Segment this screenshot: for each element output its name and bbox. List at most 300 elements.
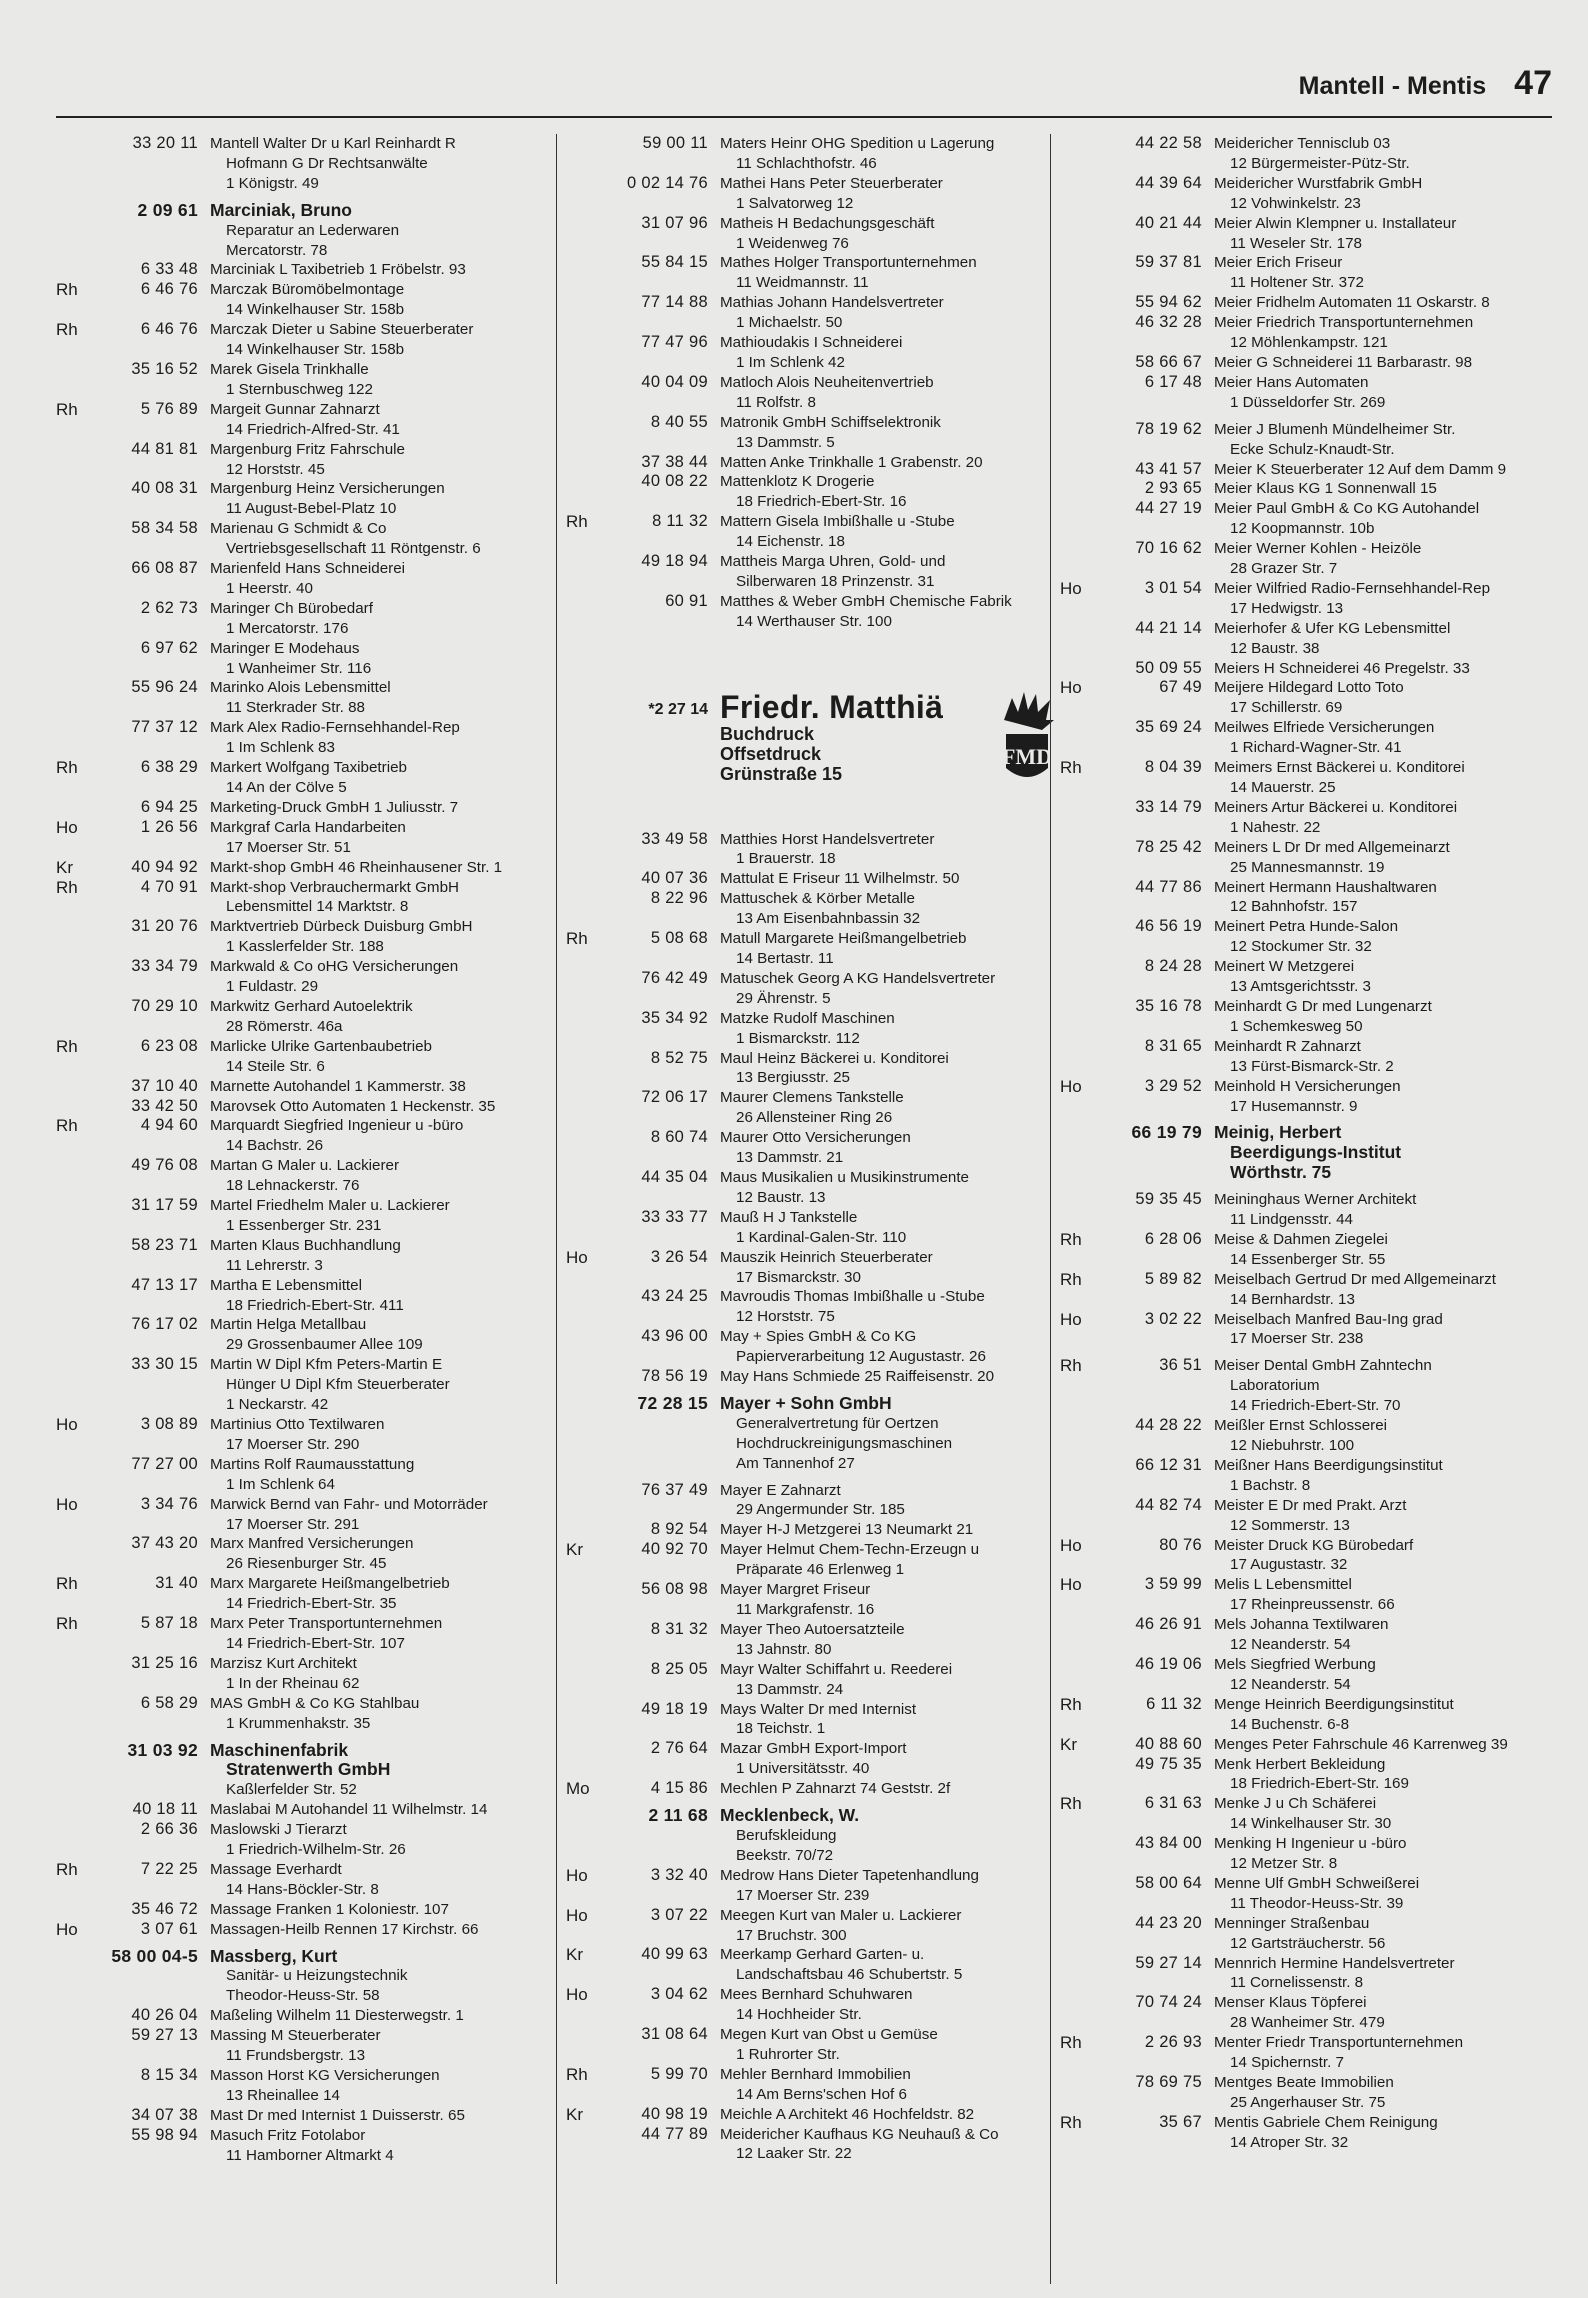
entry-name: Mayer Margret Friseur: [720, 1581, 871, 1599]
directory-entry: [56, 1196, 546, 1236]
directory-entry: [1060, 1834, 1550, 1874]
entry-name: Marktvertrieb Dürbeck Duisburg GmbH: [210, 918, 473, 936]
phone-number: 43 96 00: [641, 1327, 708, 1346]
phone-number: 36 51: [1159, 1356, 1202, 1375]
district-prefix: [1060, 1123, 1098, 1183]
directory-entry: [56, 639, 546, 679]
directory-entry: [56, 440, 546, 480]
directory-entry: [56, 559, 546, 599]
entry-detail: Wörthstr. 75: [1230, 1162, 1332, 1183]
entry-detail: 13 Rheinallee 14: [226, 2086, 340, 2104]
directory-entry: [56, 878, 546, 918]
entry-text: [1214, 293, 1550, 313]
phone-number: 31 25 16: [131, 1653, 198, 1672]
directory-entry: [1060, 1874, 1550, 1914]
district-prefix: [566, 413, 604, 453]
entry-detail: 14 Winkelhauser Str. 158b: [226, 301, 405, 319]
district-prefix: [1060, 1615, 1098, 1655]
directory-entry: [566, 1620, 1056, 1660]
directory-entry: [56, 320, 546, 360]
entry-name: Maslowski J Tierarzt: [210, 1821, 347, 1839]
entry-text: [1214, 460, 1550, 480]
entry-detail: 14 Am Berns'schen Hof 6: [736, 2085, 907, 2103]
entry-name: Mark Alex Radio-Fernsehhandel-Rep: [210, 719, 460, 737]
entry-text: [720, 1660, 1056, 1700]
entry-name: Maurer Clemens Tankstelle: [720, 1089, 904, 1107]
directory-entry: [1060, 134, 1550, 174]
phone-number: 58 00 64: [1135, 1873, 1202, 1892]
entry-detail: 11 Hamborner Altmarkt 4: [226, 2146, 394, 2164]
entry-text: [720, 830, 1056, 870]
district-prefix: Ho: [1060, 1535, 1082, 1555]
phone-number: 33 33 77: [641, 1207, 708, 1226]
district-prefix: [56, 201, 94, 261]
phone-number: 55 84 15: [641, 253, 708, 272]
district-prefix: [56, 2106, 94, 2126]
phone-number: 40 08 31: [131, 479, 198, 498]
district-prefix: [56, 1534, 94, 1574]
entry-text: [210, 1455, 546, 1495]
district-prefix: Rh: [56, 280, 78, 300]
phone-number: 8 24 28: [1144, 957, 1202, 976]
district-prefix: Mo: [566, 1779, 590, 1799]
phone-number: 78 25 42: [1135, 837, 1202, 856]
entry-detail: 1 Essenberger Str. 231: [226, 1216, 382, 1234]
phone-number: 2 93 65: [1144, 479, 1202, 498]
entry-name: Massing M Steuerberater: [210, 2027, 381, 2045]
entry-text: [1214, 1037, 1550, 1077]
entry-name: Mees Bernhard Schuhwaren: [720, 1986, 913, 2004]
district-prefix: [56, 1097, 94, 1117]
entry-detail: 14 Friedrich-Alfred-Str. 41: [226, 420, 400, 438]
phone-number: 8 22 96: [650, 889, 708, 908]
directory-entry: [56, 1276, 546, 1316]
entry-text: [1214, 214, 1550, 254]
display-ad: [566, 690, 1056, 792]
entry-name: Maul Heinz Bäckerei u. Konditorei: [720, 1049, 949, 1067]
page-title: Mantell - Mentis: [1298, 72, 1487, 100]
entry-detail: 14 Essenberger Str. 55: [1230, 1250, 1386, 1268]
entry-name: Mattern Gisela Imbißhalle u -Stube: [720, 513, 955, 531]
directory-entry-highlighted: [566, 1806, 1056, 1866]
entry-name: Meidericher Tennisclub 03: [1214, 135, 1391, 152]
entry-detail: 25 Mannesmannstr. 19: [1230, 858, 1385, 876]
entry-text: [720, 1208, 1056, 1248]
entry-text: [210, 1614, 546, 1654]
district-prefix: [1060, 798, 1098, 838]
directory-entry: [566, 889, 1056, 929]
entry-text: [1214, 997, 1550, 1037]
directory-entry: [1060, 313, 1550, 353]
entry-name: Mauszik Heinrich Steuerberater: [720, 1248, 933, 1266]
entry-detail: 17 Moerser Str. 291: [226, 1515, 360, 1533]
entry-name: Menter Friedr Transportunternehmen: [1214, 2034, 1464, 2052]
entry-detail: 14 Winkelhauser Str. 158b: [226, 341, 405, 359]
entry-name: Meier Fridhelm Automaten 11 Oskarstr. 8: [1214, 294, 1490, 312]
district-prefix: [566, 2125, 604, 2165]
phone-number: 37 38 44: [641, 452, 708, 471]
district-prefix: [1060, 1496, 1098, 1536]
entry-text: [1214, 579, 1550, 619]
district-prefix: [1060, 253, 1098, 293]
entry-text: [720, 1985, 1056, 2025]
directory-entry: [566, 929, 1056, 969]
district-prefix: [1060, 499, 1098, 539]
entry-detail: 12 Niebuhrstr. 100: [1230, 1437, 1355, 1454]
entry-text: [720, 1806, 1056, 1866]
entry-text: [1214, 1575, 1550, 1615]
entry-detail: 11 Cornelissenstr. 8: [1230, 1974, 1364, 1992]
directory-entry: [566, 2065, 1056, 2105]
phone-number: 31 03 92: [127, 1739, 198, 1760]
phone-number: 49 18 19: [641, 1699, 708, 1718]
entry-name: Meiselbach Manfred Bau-Ing grad: [1214, 1310, 1443, 1328]
entry-name: Maringer Ch Bürobedarf: [210, 599, 373, 617]
directory-entry: [566, 592, 1056, 632]
directory-entry: [1060, 619, 1550, 659]
directory-entry: [56, 1820, 546, 1860]
entry-detail: 17 Moerser Str. 290: [226, 1435, 360, 1453]
directory-entry: [56, 1800, 546, 1820]
directory-entry-highlighted: [566, 1394, 1056, 1474]
district-prefix: [1060, 373, 1098, 413]
entry-text: [1214, 253, 1550, 293]
entry-name: Marienau G Schmidt & Co: [210, 520, 387, 538]
entry-detail: 1 Bachstr. 8: [1230, 1476, 1311, 1494]
entry-name: Markt-shop GmbH 46 Rheinhausener Str. 1: [210, 858, 503, 876]
directory-entry: [1060, 1456, 1550, 1496]
entry-text: [1214, 1536, 1550, 1576]
phone-number: 40 21 44: [1135, 213, 1202, 232]
entry-detail: Mercatorstr. 78: [226, 241, 328, 259]
directory-entry: [566, 1088, 1056, 1128]
entry-detail: 14 Atroper Str. 32: [1230, 2133, 1349, 2151]
district-prefix: [1060, 1993, 1098, 2033]
phone-number: 6 46 76: [140, 280, 198, 299]
entry-detail: 18 Friedrich-Ebert-Str. 169: [1230, 1775, 1409, 1793]
entry-detail: 12 Horststr. 45: [226, 460, 325, 478]
phone-number: 40 08 22: [641, 472, 708, 491]
entry-name: Marketing-Druck GmbH 1 Juliusstr. 7: [210, 798, 459, 816]
directory-entry: [1060, 1954, 1550, 1994]
directory-entry: [56, 1900, 546, 1920]
directory-entry: [1060, 579, 1550, 619]
district-prefix: [566, 453, 604, 473]
phone-number: 55 96 24: [131, 678, 198, 697]
district-prefix: [566, 1049, 604, 1089]
entry-name: Marienfeld Hans Schneiderei: [210, 560, 406, 578]
entry-text: [210, 1654, 546, 1694]
district-prefix: [56, 479, 94, 519]
entry-text: [720, 1128, 1056, 1168]
district-prefix: [1060, 1655, 1098, 1695]
district-prefix: Rh: [56, 1036, 78, 1056]
entry-name: Meerkamp Gerhard Garten- u.: [720, 1946, 925, 1964]
district-prefix: [566, 472, 604, 512]
entry-text: [720, 929, 1056, 969]
district-prefix: [1060, 1954, 1098, 1994]
entry-text: [1214, 353, 1550, 373]
directory-entry: [56, 1315, 546, 1355]
district-prefix: [566, 174, 604, 214]
directory-entry: [566, 472, 1056, 512]
entry-name: Matthes & Weber GmbH Chemische Fabrik: [720, 592, 1012, 610]
district-prefix: Ho: [566, 1865, 588, 1885]
entry-name: Meinhold H Versicherungen: [1214, 1077, 1401, 1095]
phone-number: 7 22 25: [140, 1859, 198, 1878]
phone-number: 50 09 55: [1135, 658, 1202, 677]
entry-detail: 14 Bernhardstr. 13: [1230, 1290, 1355, 1308]
entry-name: Matten Anke Trinkhalle 1 Grabenstr. 20: [720, 453, 983, 471]
directory-entry: [56, 1860, 546, 1900]
phone-number: 31 40: [155, 1574, 198, 1593]
entry-name: Mecklenbeck, W.: [720, 1805, 860, 1826]
entry-name: Mattulat E Friseur 11 Wilhelmstr. 50: [720, 870, 960, 888]
entry-text: [210, 758, 546, 798]
entry-text: [210, 678, 546, 718]
directory-entry: [1060, 373, 1550, 413]
entry-detail: 1 Richard-Wagner-Str. 41: [1230, 739, 1402, 757]
entry-name: Mattenklotz K Drogerie: [720, 473, 875, 491]
district-prefix: Rh: [56, 1614, 78, 1634]
directory-entry: [566, 2125, 1056, 2165]
phone-number: 44 23 20: [1135, 1913, 1202, 1932]
entry-name: Meiselbach Gertrud Dr med Allgemeinarzt: [1214, 1270, 1496, 1288]
entry-name: Mayer Theo Autoersatzteile: [720, 1620, 905, 1638]
entry-detail: 1 Brauerstr. 18: [736, 850, 836, 868]
entry-text: [720, 2105, 1056, 2125]
directory-entry: [566, 333, 1056, 373]
district-prefix: Ho: [1060, 678, 1082, 698]
district-prefix: [56, 1694, 94, 1734]
entry-detail: 17 Bismarckstr. 30: [736, 1268, 861, 1286]
entry-name: Menges Peter Fahrschule 46 Karrenweg 39: [1214, 1735, 1508, 1753]
entry-detail: 1 Salvatorweg 12: [736, 194, 854, 212]
directory-entry: [1060, 353, 1550, 373]
directory-entry: [56, 599, 546, 639]
entry-name: Meißner Hans Beerdigungsinstitut: [1214, 1456, 1443, 1474]
directory-entry: [1060, 678, 1550, 718]
entry-detail: 11 Weidmannstr. 11: [736, 274, 869, 292]
entry-text: [210, 2126, 546, 2166]
directory-entry: [56, 1037, 546, 1077]
entry-detail: 14 Werthauser Str. 100: [736, 612, 892, 630]
entry-detail: 12 Bürgermeister-Pütz-Str.: [1230, 154, 1410, 172]
entry-name: Meininghaus Werner Architekt: [1214, 1191, 1417, 1209]
phone-number: 44 35 04: [641, 1167, 708, 1186]
entry-detail: 13 Dammstr. 21: [736, 1149, 844, 1167]
district-prefix: [56, 1276, 94, 1316]
district-prefix: [566, 134, 604, 174]
entry-name: Mathes Holger Transportunternehmen: [720, 254, 977, 272]
directory-entry: [56, 1495, 546, 1535]
district-prefix: Ho: [1060, 578, 1082, 598]
district-prefix: [1060, 718, 1098, 758]
entry-name: Matheis H Bedachungsgeschäft: [720, 214, 935, 232]
phone-number: 1 26 56: [140, 817, 198, 836]
entry-name: Meinhardt G Dr med Lungenarzt: [1214, 997, 1432, 1015]
entry-detail: Stratenwerth GmbH: [226, 1759, 391, 1780]
entry-detail: 1 Heerstr. 40: [226, 579, 313, 597]
entry-name: Margenburg Heinz Versicherungen: [210, 480, 445, 498]
entry-text: [210, 957, 546, 997]
phone-number: 58 23 71: [131, 1235, 198, 1254]
directory-entry: [1060, 460, 1550, 480]
ad-line: Grünstraße 15: [720, 763, 843, 784]
directory-entry: [56, 798, 546, 818]
directory-entry: [566, 1367, 1056, 1387]
entry-name: Meier K Steuerberater 12 Auf dem Damm 9: [1214, 460, 1507, 478]
entry-text: [1214, 2033, 1550, 2073]
entry-detail: Papierverarbeitung 12 Augustastr. 26: [736, 1348, 986, 1366]
entry-detail: 14 Friedrich-Ebert-Str. 107: [226, 1634, 405, 1652]
phone-number: 3 59 99: [1144, 1575, 1202, 1594]
entry-name: Marovsek Otto Automaten 1 Heckenstr. 35: [210, 1097, 496, 1115]
entry-text: [1214, 1615, 1550, 1655]
directory-entry: [56, 858, 546, 878]
directory-column-1: [56, 134, 546, 2166]
entry-name: Martin Helga Metallbau: [210, 1316, 367, 1334]
directory-entry: [566, 512, 1056, 552]
entry-detail: 1 Wanheimer Str. 116: [226, 659, 372, 677]
entry-name: Meier Klaus KG 1 Sonnenwall 15: [1214, 480, 1437, 498]
entry-detail: 13 Bergiusstr. 25: [736, 1069, 850, 1087]
logo-monogram: FMD: [1001, 743, 1053, 769]
entry-detail: 1 Weidenweg 76: [736, 234, 849, 252]
phone-number: 6 28 06: [1144, 1229, 1202, 1248]
district-prefix: [566, 1367, 604, 1387]
district-prefix: [1060, 957, 1098, 997]
entry-name: Meier Wilfried Radio-Fernsehhandel-Rep: [1214, 579, 1491, 597]
phone-number: 78 56 19: [641, 1367, 708, 1386]
entry-name: Markwald & Co oHG Versicherungen: [210, 958, 459, 976]
phone-number: 34 07 38: [131, 2105, 198, 2124]
phone-number: 77 27 00: [131, 1454, 198, 1473]
phone-number: 44 82 74: [1135, 1495, 1202, 1514]
entry-name: Mayer H-J Metzgerei 13 Neumarkt 21: [720, 1521, 974, 1539]
entry-name: Marx Margarete Heißmangelbetrieb: [210, 1575, 450, 1593]
entry-name: Marnette Autohandel 1 Kammerstr. 38: [210, 1077, 466, 1095]
directory-entry: [56, 519, 546, 559]
entry-detail: 11 Rolfstr. 8: [736, 393, 816, 411]
directory-entry: [566, 552, 1056, 592]
directory-entry: [1060, 253, 1550, 293]
phone-number: 49 18 94: [641, 552, 708, 571]
entry-detail: Hünger U Dipl Kfm Steuerberater: [226, 1376, 450, 1394]
entry-name: Massberg, Kurt: [210, 1945, 338, 1966]
entry-detail: 28 Römerstr. 46a: [226, 1017, 343, 1035]
district-prefix: Rh: [56, 320, 78, 340]
entry-name: Maus Musikalien u Musikinstrumente: [720, 1168, 969, 1186]
entry-name: Mavroudis Thomas Imbißhalle u -Stube: [720, 1288, 985, 1306]
directory-entry: [566, 2105, 1056, 2125]
district-prefix: [566, 592, 604, 632]
entry-text: [1214, 1077, 1550, 1117]
district-prefix: [56, 1196, 94, 1236]
phone-number: 4 15 86: [650, 1779, 708, 1798]
phone-number: 76 37 49: [641, 1480, 708, 1499]
entry-name: Maßeling Wilhelm 11 Diesterwegstr. 1: [210, 2007, 464, 2025]
phone-number: 5 99 70: [650, 2064, 708, 2083]
entry-detail: 18 Lehnackerstr. 76: [226, 1177, 360, 1195]
entry-text: [720, 1866, 1056, 1906]
phone-number: 66 19 79: [1131, 1122, 1202, 1143]
entry-name: Mathias Johann Handelsvertreter: [720, 294, 944, 312]
entry-text: [1214, 1496, 1550, 1536]
phone-number: 56 08 98: [641, 1580, 708, 1599]
column-divider: [1050, 134, 1051, 2284]
directory-entry: [56, 1455, 546, 1495]
district-prefix: [566, 830, 604, 870]
phone-number: 3 07 61: [140, 1919, 198, 1938]
directory-entry: [566, 1049, 1056, 1089]
phone-number: 49 76 08: [131, 1156, 198, 1175]
district-prefix: Rh: [56, 399, 78, 419]
entry-detail: 13 Fürst-Bismarck-Str. 2: [1230, 1057, 1394, 1075]
entry-name: Mentges Beate Immobilien: [1214, 2074, 1394, 2091]
phone-number: 77 14 88: [641, 293, 708, 312]
directory-entry: [56, 997, 546, 1037]
district-prefix: [1060, 460, 1098, 480]
entry-name: Meier Alwin Klempner u. Installateur: [1214, 214, 1457, 232]
ad-line: Offsetdruck: [720, 743, 822, 764]
district-prefix: [56, 997, 94, 1037]
entry-name: Meinert Hermann Haushaltwaren: [1214, 878, 1437, 896]
directory-entry: [566, 1168, 1056, 1208]
entry-detail: Reparatur an Lederwaren: [226, 221, 400, 239]
entry-text: [720, 1739, 1056, 1779]
directory-entry: [1060, 1914, 1550, 1954]
entry-detail: 17 Hedwigstr. 13: [1230, 599, 1344, 617]
phone-number: 60 91: [665, 591, 708, 610]
district-prefix: [56, 1741, 94, 1801]
entry-text: [1214, 1123, 1550, 1183]
phone-number: 33 34 79: [131, 957, 198, 976]
directory-entry: [56, 818, 546, 858]
district-prefix: Rh: [1060, 1356, 1082, 1376]
phone-number: 40 88 60: [1135, 1734, 1202, 1753]
district-prefix: [566, 1660, 604, 1700]
phone-number: 6 11 32: [1146, 1694, 1202, 1713]
phone-number: 3 32 40: [650, 1865, 708, 1884]
entry-detail: 18 Friedrich-Ebert-Str. 16: [736, 493, 907, 511]
district-prefix: [56, 2006, 94, 2026]
entry-text: [1214, 1655, 1550, 1695]
entry-text: [210, 400, 546, 440]
entry-name: Meier G Schneiderei 11 Barbarastr. 98: [1214, 353, 1473, 371]
entry-text: [210, 559, 546, 599]
district-prefix: Ho: [566, 1247, 588, 1267]
directory-entry: [56, 1156, 546, 1196]
directory-entry: [56, 1236, 546, 1276]
entry-detail: 18 Teichstr. 1: [736, 1720, 826, 1738]
directory-entry: [566, 453, 1056, 473]
entry-detail: Vertriebsgesellschaft 11 Röntgenstr. 6: [226, 540, 481, 558]
entry-detail: 1 Neckarstr. 42: [226, 1396, 329, 1414]
phone-number: 8 92 54: [650, 1520, 708, 1539]
entry-detail: 17 Bruchstr. 300: [736, 1926, 847, 1944]
phone-number: 40 92 70: [641, 1540, 708, 1559]
entry-name: Massage Franken 1 Koloniestr. 107: [210, 1900, 449, 1918]
entry-detail: 14 Spichernstr. 7: [1230, 2054, 1344, 2072]
entry-text: [720, 2025, 1056, 2065]
entry-text: [210, 1355, 546, 1415]
district-prefix: [1060, 1834, 1098, 1874]
entry-detail: 29 Grossenbaumer Allee 109: [226, 1336, 423, 1354]
entry-name: Meegen Kurt van Maler u. Lackierer: [720, 1906, 962, 1924]
district-prefix: [1060, 2073, 1098, 2113]
entry-detail: Silberwaren 18 Prinzenstr. 31: [736, 572, 935, 590]
